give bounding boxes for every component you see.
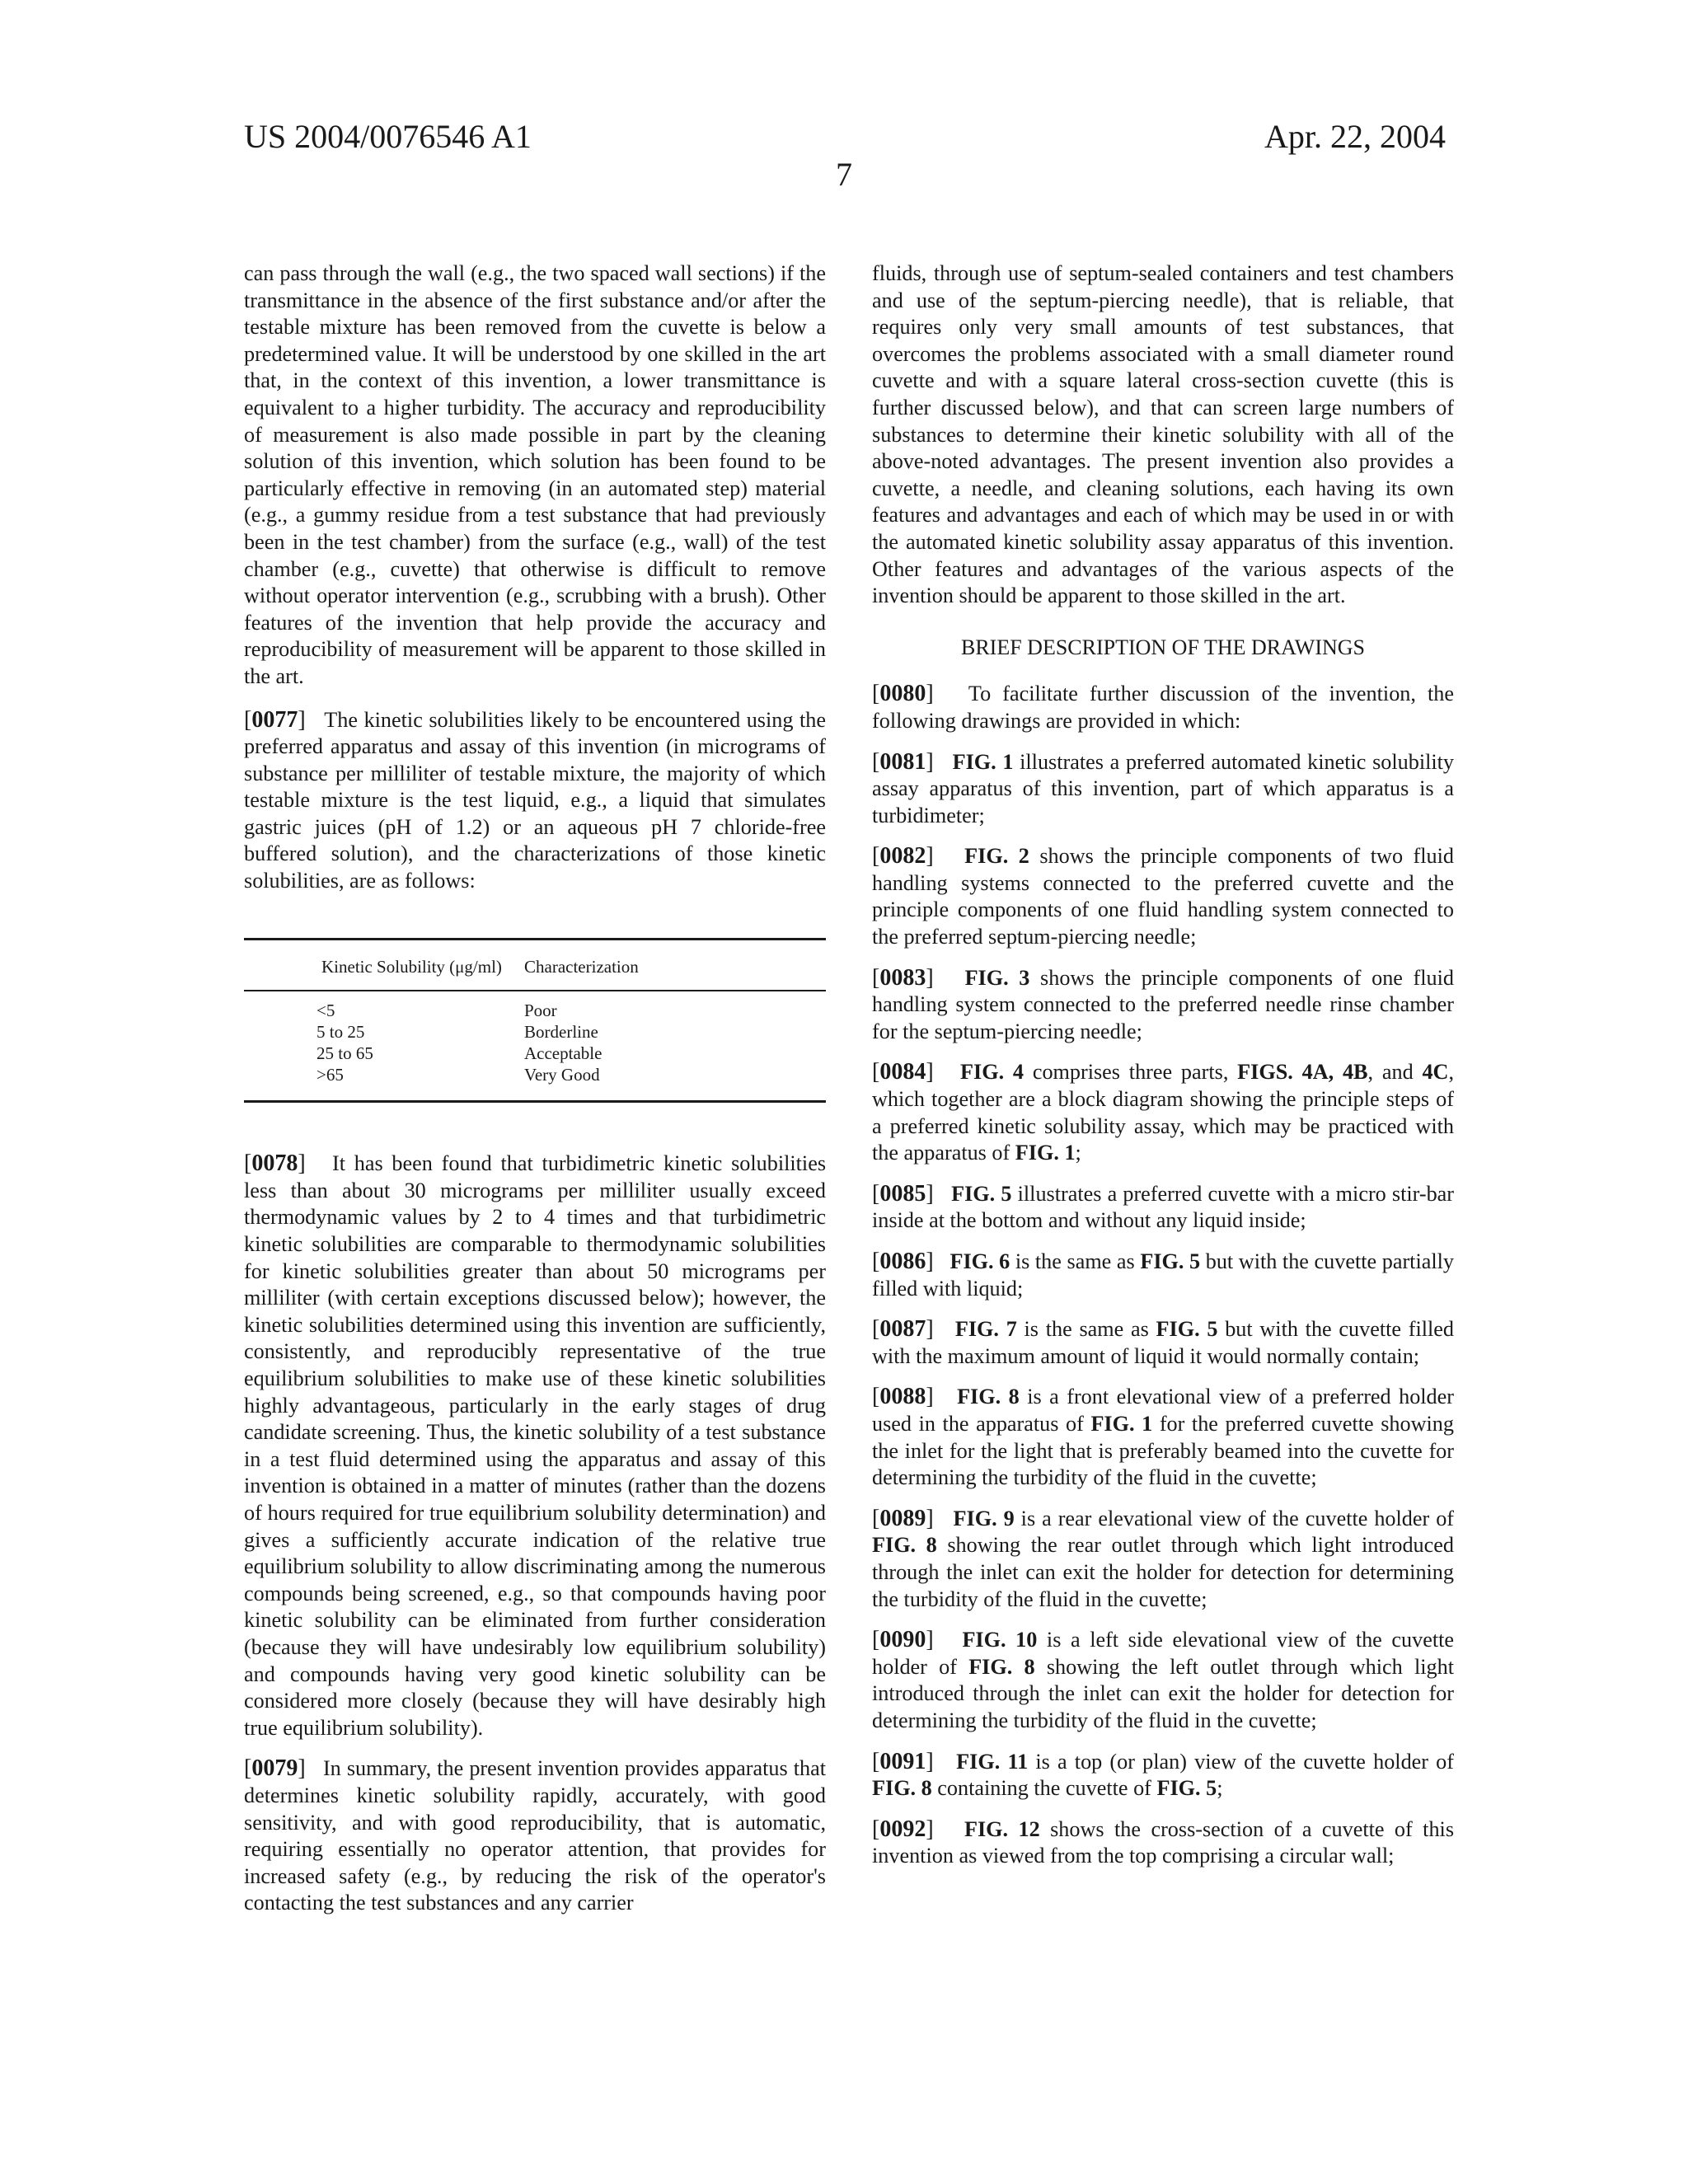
- paragraph-0086: [0086] FIG. 6 is the same as FIG. 5 but with the cuvette partially filled with liquid;: [872, 1249, 1454, 1301]
- figure-reference: FIGS. 4A, 4B: [1237, 1060, 1368, 1085]
- paragraph-number: [0089]: [872, 1505, 934, 1531]
- figure-reference: FIG. 8: [872, 1533, 937, 1558]
- solubility-range: >65: [316, 1065, 344, 1085]
- figure-reference: FIG. 1: [1090, 1411, 1153, 1436]
- figure-reference: FIG. 8: [957, 1385, 1020, 1409]
- paragraph-0091: [0091] FIG. 11 is a top (or plan) view of the cuvette holder of FIG. 8 containing the cuvette of FIG. 5;: [872, 1748, 1454, 1801]
- figure-reference: 4C: [1422, 1060, 1449, 1085]
- paragraph-number: [0082]: [872, 843, 934, 869]
- paragraph-number: [0078]: [244, 1151, 306, 1177]
- characterization: Very Good: [524, 1065, 600, 1085]
- table-row: [244, 1064, 826, 1085]
- paragraph-0084: [0084] FIG. 4 comprises three parts, FIGS. 4A, 4B, and 4C, which together are a block diagram showing the principle steps of a preferred kinetic solubility assay, which may be practiced with the apparatus of FIG. 1;: [872, 1059, 1455, 1165]
- table-row: [244, 1043, 826, 1064]
- paragraph-0092: [0092] FIG. 12 shows the cross-section of a cuvette of this invention as viewed from the top comprising a circular wall;: [872, 1816, 1455, 1868]
- table-header: [244, 940, 826, 992]
- paragraph-number: [0086]: [872, 1249, 934, 1274]
- paragraph-number: [0079]: [244, 1755, 306, 1782]
- solubility-range: 25 to 65: [316, 1043, 373, 1064]
- figure-reference: FIG. 11: [956, 1749, 1029, 1774]
- continued-paragraph: fluids, through use of septum-sealed containers and test chambers and use of the septum-piercing needle), that is reliable, that requires only very small amounts of test substances, that overcomes the problems associated with a small diameter round cuvette and with a square lateral cross-section cuvette (this is further discussed below), and that can screen large numbers of substances to determine their kinetic solubility with all of the above-noted advantages. The present invention also provides a cuvette, a needle, and cleaning solutions, each having its own features and advantages and each of which may be used in or with the automated kinetic solubility assay apparatus of this invention. Other features and advantages of the various aspects of the invention should be apparent to those skilled in the art.: [872, 261, 1454, 608]
- continued-paragraph: can pass through the wall (e.g., the two spaced wall sections) if the transmittance in the absence of the first substance and/or after the testable mixture has been removed from the cuvette is below a predetermined value. It will be understood by one skilled in the art that, in the context of this invention, a lower transmittance is equivalent to a higher turbidity. The accuracy and reproducibility of measurement is also made possible in part by the cleaning solution of this invention, which solution has been found to be particularly effective in removing (in an automated step) material (e.g., a gummy residue from a test substance that had previously been in the test chamber) from the surface (e.g., wall) of the test chamber (e.g., cuvette) that otherwise is difficult to remove without operator intervention (e.g., scrubbing with a brush). Other features of the invention that help provide the accuracy and reproducibility of measurement will be apparent to those skilled in the art.: [244, 261, 826, 688]
- paragraph-number: [0077]: [244, 706, 306, 733]
- table-row: [244, 1000, 826, 1021]
- publication-date: Apr. 22, 2004: [1264, 118, 1446, 155]
- paragraph-0077: [0077] The kinetic solubilities likely to be encountered using the preferred apparatus and assay of this invention (in micrograms of substance per milliliter of testable mixture, the majority of which testable mixture is the test liquid, e.g., a liquid that simulates gastric juices (pH of 1.2) or an aqueous pH 7 chloride-free buffered solution), and the characterizations of those kinetic solubilities, are as follows:: [244, 706, 826, 893]
- figure-reference: FIG. 8: [968, 1654, 1035, 1679]
- solubility-range: <5: [316, 1001, 335, 1021]
- paragraph-0083: [0083] FIG. 3 shows the principle components of one fluid handling system connected to the preferred needle rinse chamber for the septum-piercing needle;: [872, 964, 1455, 1043]
- characterization: Acceptable: [524, 1043, 603, 1064]
- page-number: 7: [836, 156, 852, 193]
- table-body: [244, 991, 826, 1100]
- paragraph-number: [0080]: [872, 681, 934, 707]
- figure-reference: FIG. 8: [872, 1776, 932, 1801]
- paragraph-number: [0090]: [872, 1627, 934, 1653]
- right-column: [872, 260, 1454, 1884]
- section-heading: BRIEF DESCRIPTION OF THE DRAWINGS: [960, 635, 1366, 659]
- paragraph-number: [0081]: [872, 748, 934, 775]
- paragraph-0079: [0079] In summary, the present invention provides apparatus that determines kinetic solubility rapidly, accurately, with good sensitivity, and with good reproducibility, that is automatic, requiring essentially no operator attention, that provides for increased safety (e.g., by reducing the risk of the operator's contacting the test substances and any carrier: [244, 1755, 827, 1915]
- figure-reference: FIG. 10: [962, 1628, 1038, 1652]
- figure-reference: FIG. 3: [964, 965, 1030, 990]
- paragraph-0087: [0087] FIG. 7 is the same as FIG. 5 but with the cuvette filled with the maximum amount of liquid it would normally contain;: [872, 1316, 1455, 1368]
- left-column: [244, 260, 826, 1931]
- figure-reference: FIG. 5: [951, 1181, 1012, 1206]
- figure-reference: FIG. 9: [953, 1506, 1015, 1530]
- figure-reference: FIG. 1: [952, 749, 1014, 774]
- paragraph-0082: [0082] FIG. 2 shows the principle components of two fluid handling systems connected to the preferred cuvette and the principle components of one fluid handling system connected to the preferred septum-piercing needle;: [872, 843, 1454, 949]
- paragraph-0081: [0081] FIG. 1 illustrates a preferred automated kinetic solubility assay apparatus of this invention, part of which apparatus is a turbidimeter;: [872, 748, 1455, 827]
- paragraph-number: [0091]: [872, 1748, 934, 1774]
- paragraph-number: [0092]: [872, 1816, 934, 1842]
- paragraph-0085: [0085] FIG. 5 illustrates a preferred cuvette with a micro stir-bar inside at the bottom and without any liquid inside;: [872, 1180, 1455, 1233]
- paragraph-0078: [0078] It has been found that turbidimetric kinetic solubilities less than about 30 micrograms per milliliter usually exceed thermodynamic values by 2 to 4 times and that turbidimetric kinetic solubilities are comparable to thermodynamic solubilities for kinetic solubilities greater than about 50 micrograms per milliliter (with certain exceptions discussed below); however, the kinetic solubilities determined using this invention are sufficiently, consistently, and reproducibly representative of the true equilibrium solubilities to make use of these kinetic solubilities highly advantageous, particularly in the early stages of drug candidate screening. Thus, the kinetic solubility of a test substance in a test fluid determined using the apparatus and assay of this invention is obtained in a matter of minutes (rather than the dozens of hours required for true equilibrium solubility determination) and gives a sufficiently accurate indication of the relative true equilibrium solubility to allow discriminating among the numerous compounds being screened, e.g., so that compounds having poor kinetic solubility can be eliminated from further consideration (because they will have undesirably low equilibrium solubility) and compounds having very good kinetic solubility can be considered more closely (because they will have desirably high true equilibrium solubility).: [244, 1151, 827, 1740]
- solubility-table: [244, 938, 826, 1104]
- column-header-characterization: Characterization: [524, 956, 639, 977]
- paragraph-number: [0084]: [872, 1059, 934, 1085]
- figure-reference: FIG. 1: [1015, 1141, 1076, 1165]
- solubility-range: 5 to 25: [316, 1022, 365, 1043]
- column-header-solubility: Kinetic Solubility (μg/ml): [321, 956, 502, 977]
- figure-reference: FIG. 4: [960, 1060, 1025, 1085]
- figure-reference: FIG. 5: [1156, 1317, 1218, 1342]
- table-row: [244, 1021, 826, 1043]
- paragraph-number: [0088]: [872, 1384, 934, 1410]
- paragraph-0080: [0080] To facilitate further discussion of the invention, the following drawings are provided in which:: [872, 681, 1455, 733]
- figure-reference: FIG. 12: [964, 1816, 1040, 1841]
- characterization: Poor: [524, 1001, 557, 1021]
- figure-reference: FIG. 7: [954, 1317, 1017, 1342]
- figure-reference: FIG. 2: [964, 844, 1029, 869]
- figure-reference: FIG. 6: [950, 1249, 1010, 1273]
- paragraph-0088: [0088] FIG. 8 is a front elevational view of a preferred holder used in the apparatus of FIG. 1 for the preferred cuvette showing the inlet for the light that is preferably beamed into the cuvette for determining the turbidity of the fluid in the cuvette;: [872, 1384, 1454, 1490]
- figure-reference: FIG. 5: [1140, 1249, 1201, 1273]
- figure-reference: FIG. 5: [1156, 1776, 1217, 1801]
- characterization: Borderline: [524, 1022, 598, 1043]
- paragraph-number: [0085]: [872, 1180, 934, 1207]
- paragraph-number: [0083]: [872, 964, 934, 991]
- publication-number: US 2004/0076546 A1: [244, 118, 532, 155]
- paragraph-0089: [0089] FIG. 9 is a rear elevational view of the cuvette holder of FIG. 8 showing the rear outlet through which light introduced through the inlet can exit the holder for detection for determining the turbidity of the fluid in the cuvette;: [872, 1505, 1455, 1611]
- paragraph-number: [0087]: [872, 1316, 934, 1343]
- paragraph-0090: [0090] FIG. 10 is a left side elevational view of the cuvette holder of FIG. 8 showing the left outlet through which light introduced through the inlet can exit the holder for detection for determining the turbidity of the fluid in the cuvette;: [872, 1627, 1455, 1732]
